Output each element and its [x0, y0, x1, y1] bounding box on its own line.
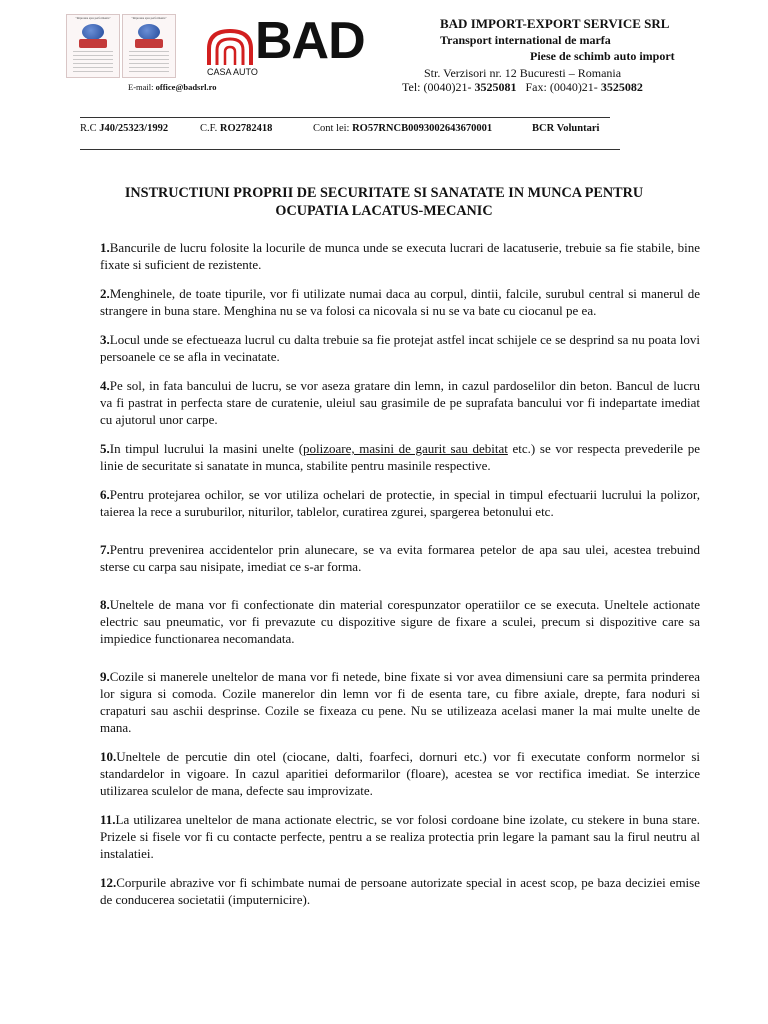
instruction-item-8: 8.Uneltele de mana vor fi confectionate din material corespunzator operatiilor ce se executa. Uneltele actionate electric sau pneumatic, vor fi prevazute cu dispozitive sigure de fixare a sculei, precum si dispozitive care sa impiedice functionarea necomandata.: [100, 597, 700, 646]
globe-icon: [82, 24, 104, 40]
fax-number: 3525082: [600, 80, 643, 94]
logo-wordmark: BAD: [255, 12, 365, 70]
company-phones: [402, 80, 643, 95]
cert-fine-print: [129, 51, 169, 73]
email-address[interactable]: office@badsrl.ro: [155, 82, 217, 92]
tel-label: Tel: (0040)21-: [402, 80, 475, 94]
cert-slogan-left: "Impreuna spre performanta": [75, 16, 111, 20]
bad-logo: [205, 12, 365, 79]
hands-icon: [79, 39, 107, 48]
cf-field: C.F. RO2782418: [200, 123, 273, 134]
arch-logo-icon: [205, 27, 255, 67]
logo-subtitle: CASA AUTO: [207, 67, 258, 77]
rc-field: R.C J40/25323/1992: [80, 123, 169, 134]
instruction-item-6: 6.Pentru protejarea ochilor, se vor utiliza ochelari de protectie, in special in timpul efectuarii lucrului la polizor, taierea la rece a suruburilor, niturilor, tablelor, curatirea zgurei, spargerea betonului etc.: [100, 487, 700, 519]
document-title: INSTRUCTIUNI PROPRII DE SECURITATE SI SANATATE IN MUNCA PENTRU OCUPATIA LACATUS-MECANIC: [124, 185, 644, 219]
instruction-item-11: 11.La utilizarea uneltelor de mana actionate electric, se vor folosi cordoane bine izolate, cu stekere in buna stare. Prizele si fisele vor fi cu contacte perfecte, pentru a se realiza protectia prin legare la pamant sau la firul neutru al instalatiei.: [100, 812, 700, 861]
account-field: Cont lei: RO57RNCB0093002643670001: [313, 123, 493, 134]
instruction-item-7: 7.Pentru prevenirea accidentelor prin alunecare, se va evita formarea petelor de apa sau ulei, acestea trebuind sterse cu carpa sau nisipate, imediat ce s-ar forma.: [100, 542, 700, 574]
instruction-item-2: 2.Menghinele, de toate tipurile, vor fi utilizate numai daca au corpul, dintii, falcile, surubul central si manerul de strangere in buna stare. Menghina nu se va folosi ca nicovala si nu se va bate cu ciocanul pe ea.: [100, 286, 700, 318]
certification-badge-left: [66, 14, 120, 78]
email-label: E-mail:: [128, 82, 154, 92]
instruction-item-9: 9.Cozile si manerele uneltelor de mana vor fi netede, bine fixate si vor avea dimensiuni care sa permita prinderea lor sigura si comoda. Cozile manerelor din lemn vor fi de esenta tare, cu fibre axiale, drepte, fara noduri si crapaturi sau aschii desprinse. Cozile se fixeaza cu pene. Nu se utilizeaza acelasi maner la mai multe unelte de mana.: [100, 669, 700, 735]
instruction-item-12: 12.Corpurile abrazive vor fi schimbate numai de persoane autorizate special in acest scop, pe baza deciziei emise de conducerea societatii (imputernicire).: [100, 875, 700, 907]
instruction-item-1: 1.Bancurile de lucru folosite la locurile de munca unde se executa lucrari de lacatuserie, trebuie sa fie stabile, bine fixate si suficient de rezistente.: [100, 240, 700, 272]
instruction-item-3: 3.Locul unde se efectueaza lucrul cu dalta trebuie sa fie protejat astfel incat schijele ce se desprind sa nu poata lovi persoanele ce se afla in vecinatate.: [100, 332, 700, 364]
fax-label: Fax: (0040)21-: [525, 80, 601, 94]
underlined-machines: polizoare, masini de gaurit sau debitat: [303, 441, 508, 456]
header-divider-bottom: [80, 149, 620, 150]
globe-icon: [138, 24, 160, 40]
instruction-item-10: 10.Uneltele de percutie din otel (ciocane, dalti, foarfeci, dornuri etc.) vor fi executate conform normelor si standardelor in vigoare. In cazul aparitiei deformarilor (floare), acestea se vor rectifica imediat. Se interzice utilizarea sculelor de mana, defecte sau improvizate.: [100, 749, 700, 798]
tel-number: 3525081: [474, 80, 517, 94]
email-line: [128, 82, 217, 92]
company-address: Str. Verzisori nr. 12 Bucuresti – Romania: [424, 66, 622, 80]
instruction-list: [100, 239, 700, 908]
instruction-item-4: 4.Pe sol, in fata bancului de lucru, se vor aseza gratare din lemn, in cazul pardoselilor din beton. Bancul de lucru va fi pastrat in perfecta stare de curatenie, uleiul sau grasimile de pe suprafata bancului vor fi indepartate imediat cu ajutorul unor carpe.: [100, 378, 700, 427]
cert-fine-print: [73, 51, 113, 73]
hands-icon: [135, 39, 163, 48]
company-service-transport: Transport international de marfa: [440, 33, 611, 47]
company-service-parts: Piese de schimb auto import: [530, 49, 675, 63]
header-divider-top: [80, 117, 610, 118]
company-name: BAD IMPORT-EXPORT SERVICE SRL: [440, 16, 670, 31]
instruction-item-5: 5.In timpul lucrului la masini unelte (polizoare, masini de gaurit sau debitat etc.) se vor respecta prevederile pe linie de securitate si sanatate in munca, stabilite pentru masinile respective.: [100, 441, 700, 473]
certification-badge-right: [122, 14, 176, 78]
bank-field: BCR Voluntari: [532, 123, 600, 134]
certification-logos: [66, 14, 176, 86]
cert-slogan-right: "Impreuna spre performanta": [131, 16, 167, 20]
